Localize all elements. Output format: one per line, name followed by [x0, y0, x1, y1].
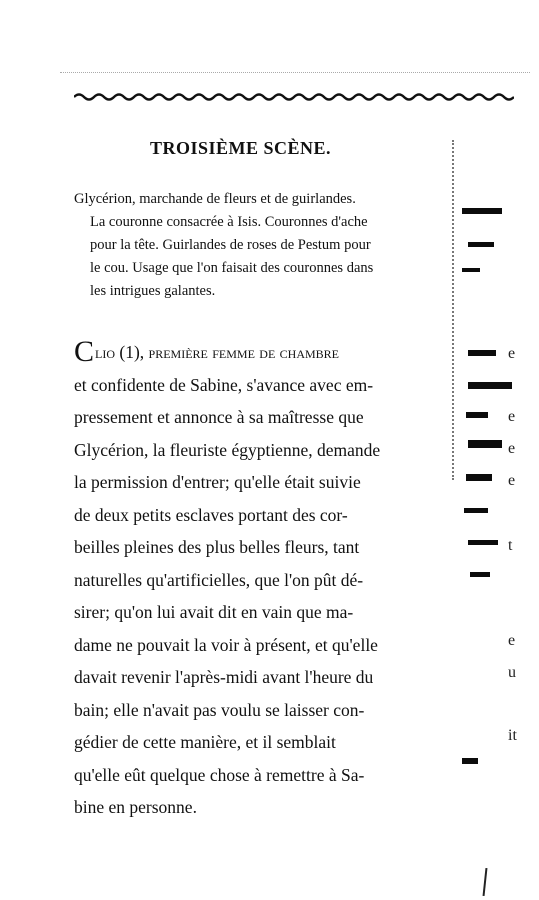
body-line: de deux petits esclaves portant des cor-	[74, 504, 348, 525]
body-line: beilles pleines des plus belles fleurs, tant	[74, 537, 360, 557]
ink-smudge	[462, 208, 502, 214]
body-line	[74, 336, 514, 369]
body-line: bine en personne.	[74, 797, 197, 817]
edge-letter: e	[508, 408, 516, 425]
body-line: Glycérion, la fleuriste égyptienne, demande	[74, 439, 381, 460]
summary-line: La couronne consacrée à Isis. Couronnes d'ache	[90, 214, 368, 230]
body-line: naturelles qu'artificielles, que l'on pût dé-	[74, 569, 364, 590]
ink-smudge	[468, 382, 512, 389]
margin-pen-mark	[483, 868, 488, 896]
ink-smudge	[462, 268, 480, 272]
ink-smudge	[468, 242, 494, 247]
summary-line: Glycérion, marchande de fleurs et de guirlandes.	[74, 191, 356, 207]
body-line: sirer; qu'on lui avait dit en vain que ma-	[74, 602, 354, 622]
ink-smudge	[468, 350, 496, 356]
scene-summary	[74, 188, 494, 303]
body-line: qu'elle eût quelque chose à remettre à Sa-	[74, 764, 365, 785]
ink-smudge	[462, 758, 478, 764]
body-line: la permission d'entrer; qu'elle était suivie	[74, 472, 361, 492]
summary-line: pour la tête. Guirlandes de roses de Pestum pour	[90, 237, 371, 253]
body-line-text: lio (1), première femme de chambre	[95, 342, 340, 362]
ornamental-rule	[74, 92, 514, 102]
edge-letter: u	[508, 664, 516, 681]
summary-line: le cou. Usage que l'on faisait des couronnes dans	[90, 260, 374, 276]
edge-letter: e	[508, 440, 516, 457]
ink-smudge	[468, 440, 502, 448]
edge-letter: e	[508, 345, 516, 362]
edge-letter: e	[508, 472, 516, 489]
edge-letter: e	[508, 632, 516, 649]
ink-smudge	[468, 540, 498, 545]
ink-smudge	[470, 572, 490, 577]
body-line: gédier de cette manière, et il semblait	[74, 732, 336, 752]
edge-letter: it	[508, 727, 517, 744]
ink-smudge	[466, 412, 488, 418]
scene-heading: TROISIÈME SCÈNE.	[150, 138, 332, 158]
body-line: dame ne pouvait la voir à présent, et qu'elle	[74, 634, 378, 655]
top-dotted-line	[60, 72, 530, 74]
drop-cap: C	[74, 335, 95, 368]
summary-line: les intrigues galantes.	[90, 283, 216, 299]
body-line: davait revenir l'après-midi avant l'heure du	[74, 667, 374, 687]
body-line: et confidente de Sabine, s'avance avec em-	[74, 374, 374, 395]
scene-body	[74, 336, 514, 824]
ink-smudge	[466, 474, 492, 481]
body-line: pressement et annonce à sa maîtresse que	[74, 407, 364, 427]
edge-letter: t	[508, 537, 513, 554]
ink-smudge	[464, 508, 488, 513]
body-line: bain; elle n'avait pas voulu se laisser con-	[74, 699, 365, 720]
